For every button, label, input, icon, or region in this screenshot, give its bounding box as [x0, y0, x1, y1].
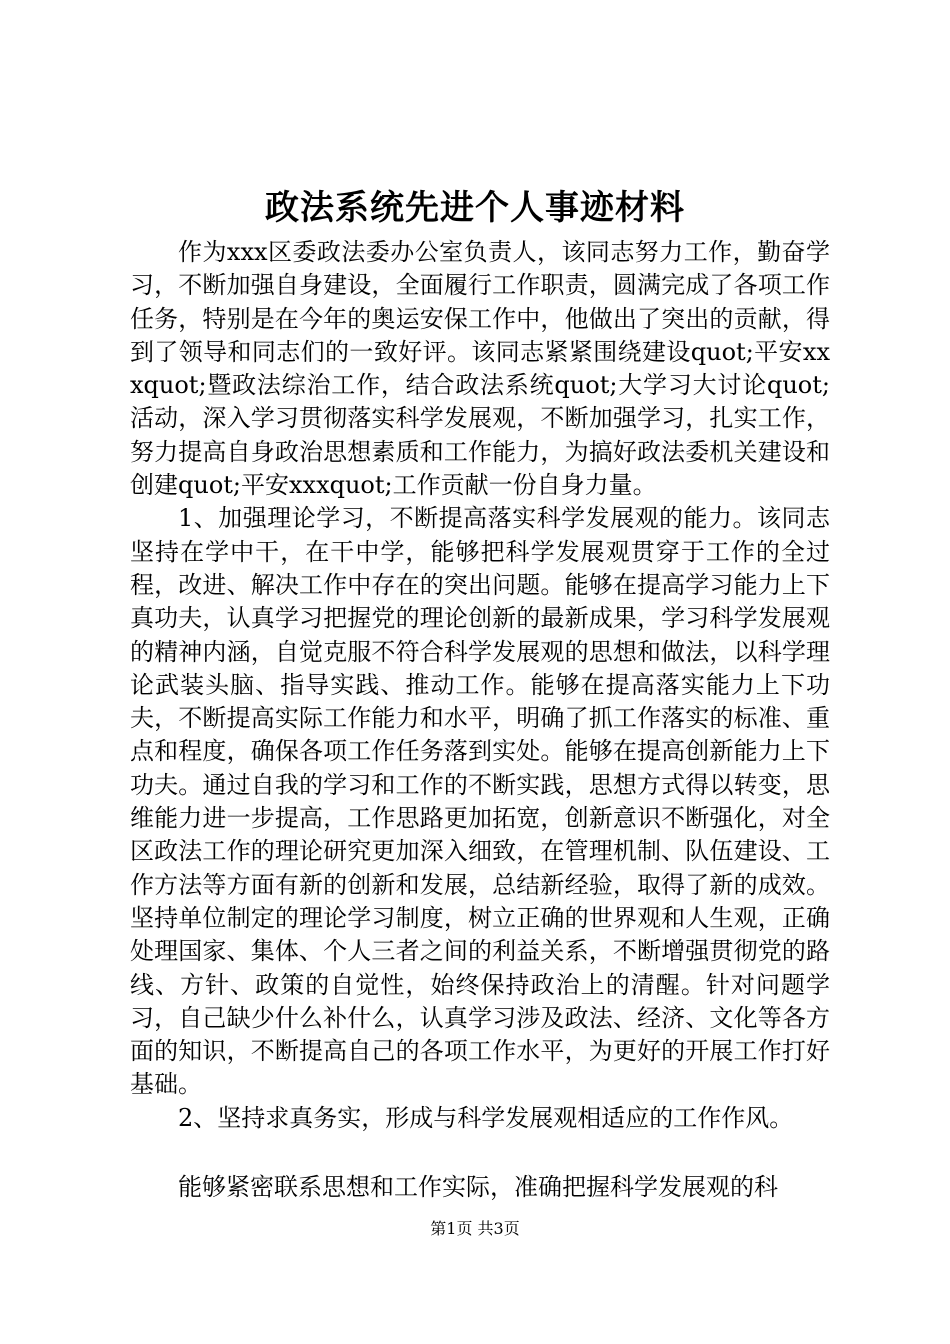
paragraph-theory-study: 1、加强理论学习，不断提高落实科学发展观的能力。该同志坚持在学中干，在干中学，能够把科学发展观贯穿于工作的全过程，改进、解决工作中存在的突出问题。能够在提高学习能力上下真功夫，认真学习把握党的理论创新的最新成果，学习科学发展观的精神内涵，自觉克服不符合科学发展观的思想和做法，以科学理论武装头脑、指导实践、推动工作。能够在提高落实能力上下功夫，不断提高实际工作能力和水平，明确了抓工作落实的标准、重点和程度，确保各项工作任务落到实处。能够在提高创新能力上下功夫。通过自我的学习和工作的不断实践，思想方式得以转变，思维能力进一步提高，工作思路更加拓宽，创新意识不断强化，对全区政法工作的理论研究更加深入细致，在管理机制、队伍建设、工作方法等方面有新的创新和发展，总结新经验，取得了新的成效。坚持单位制定的理论学习制度，树立正确的世界观和人生观，正确处理国家、集体、个人三者之间的利益关系，不断增强贯彻党的路线、方针、政策的自觉性，始终保持政治上的清醒。针对问题学习，自己缺少什么补什么，认真学习涉及政法、经济、文化等各方面的知识，不断提高自己的各项工作水平，为更好的开展工作打好基础。	[130, 504, 830, 1099]
page-number-footer: 第1页 共3页	[430, 1219, 520, 1238]
paragraph-work-style: 2、坚持求真务实，形成与科学发展观相适应的工作作风。	[178, 1103, 794, 1132]
document-title: 政法系统先进个人事迹材料	[265, 188, 685, 228]
document-body	[130, 236, 830, 1204]
paragraph-intro: 作为xxx区委政法委办公室负责人，该同志努力工作，勤奋学习，不断加强自身建设，全面履行工作职责，圆满完成了各项工作任务，特别是在今年的奥运安保工作中，他做出了突出的贡献，得到了领导和同志们的一致好评。该同志紧紧围绕建设quot;平安xxxquot;暨政法综治工作，结合政法系统quot;大学习大讨论quot;活动，深入学习贯彻落实科学发展观，不断加强学习，扎实工作，努力提高自身政治思想素质和工作能力，为搞好政法委机关建设和创建quot;平安xxxquot;工作贡献一份自身力量。	[130, 238, 830, 500]
paragraph-continuation: 能够紧密联系思想和工作实际，准确把握科学发展观的科	[178, 1173, 778, 1202]
